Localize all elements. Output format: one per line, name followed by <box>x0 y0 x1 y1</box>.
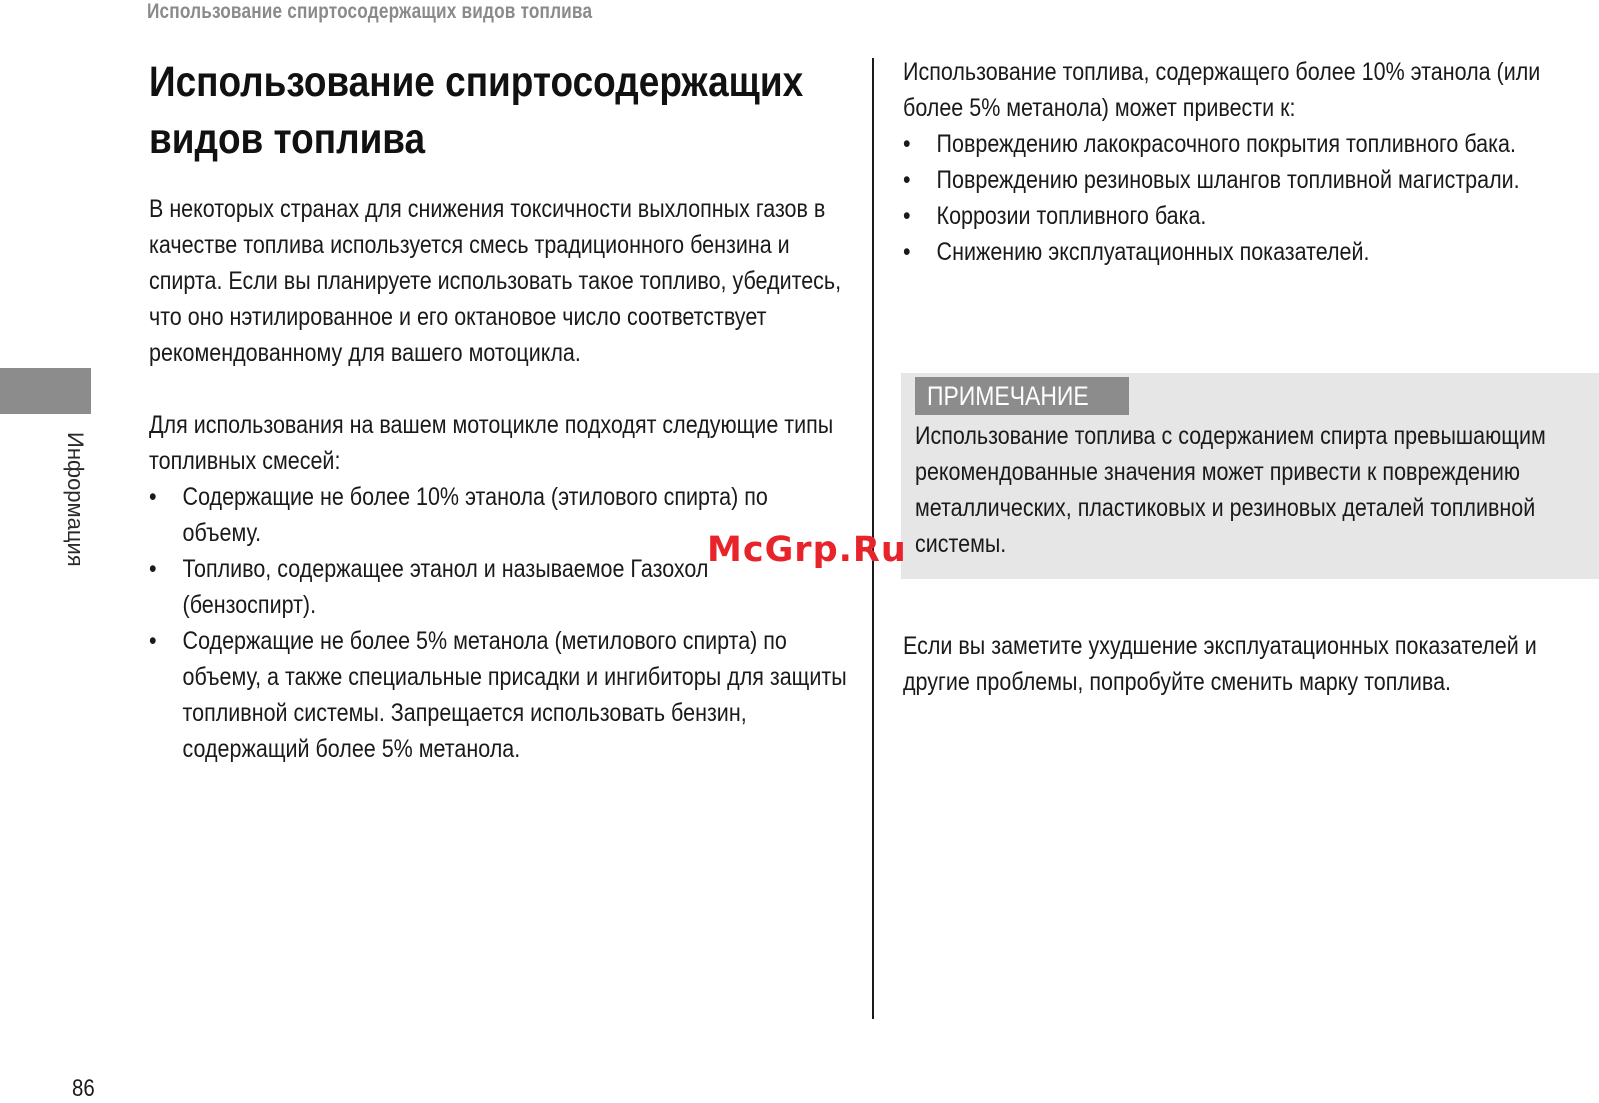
note-label-text: ПРИМЕЧАНИЕ <box>927 381 1089 411</box>
page-title-line2: видов топлива <box>149 115 426 163</box>
list-item <box>903 162 1581 198</box>
watermark-logo: McGrp.Ru <box>707 530 907 570</box>
note-text: Использование топлива с содержанием спирта превышающим рекомендованные значения может привести к повреждению металлических, пластиковых и резиновых деталей топливной системы. <box>915 422 1546 558</box>
bullet-icon: • <box>903 166 911 194</box>
left-column-content <box>149 54 847 767</box>
section-tab-label-text: Информация <box>63 432 88 567</box>
tip-paragraph: Если вы заметите ухудшение эксплуатационных показателей и другие проблемы, попробуйте сменить марку топлива. <box>903 632 1537 696</box>
risk-list <box>903 126 1581 270</box>
bullet-icon: • <box>149 483 157 511</box>
bullet-icon: • <box>903 238 911 266</box>
bullet-icon: • <box>149 627 157 655</box>
page-number: 86 <box>72 1075 95 1102</box>
list-item-text: Содержащие не более 5% метанола (метилового спирта) по объему, а также специальные присадки и ингибиторы для защиты топливной системы. Запрещается использовать бензин, содержащий более 5% метанола. <box>182 627 847 763</box>
page-title-line1: Использование спиртосодержащих <box>149 58 804 106</box>
list-item <box>903 126 1581 162</box>
left-column <box>149 54 849 767</box>
list-item-text: Повреждению лакокрасочного покрытия топливного бака. <box>936 130 1516 158</box>
list-item <box>149 623 847 767</box>
note-label <box>915 377 1129 415</box>
list-item-text: Топливо, содержащее этанол и называемое Газохол (бензоспирт). <box>182 555 709 619</box>
bullet-icon: • <box>149 555 157 583</box>
list-item-text: Коррозии топливного бака. <box>936 202 1207 230</box>
page-title <box>149 54 847 168</box>
risk-intro: Использование топлива, содержащего более 10% этанола (или более 5% метанола) может привести к: <box>903 58 1541 122</box>
section-tab-label <box>58 432 88 582</box>
list-item-text: Повреждению резиновых шлангов топливной магистрали. <box>936 166 1520 194</box>
bullet-icon: • <box>903 130 911 158</box>
section-tab-marker <box>0 368 91 414</box>
right-column <box>903 54 1583 270</box>
running-header: Использование спиртосодержащих видов топлива <box>147 0 593 23</box>
intro-paragraph: В некоторых странах для снижения токсичности выхлопных газов в качестве топлива используется смесь традиционного бензина и спирта. Если вы планируете использовать такое топливо, убедитесь, что оно нэтилированное и его октановое число соответствует рекомендованному для вашего мотоцикла. <box>149 195 842 367</box>
suitable-fuels-list <box>149 479 847 767</box>
list-item <box>903 198 1581 234</box>
note-box <box>901 373 1599 579</box>
right-column-content <box>903 54 1581 270</box>
bullet-icon: • <box>903 202 911 230</box>
list-item <box>903 234 1581 270</box>
list-item-text: Содержащие не более 10% этанола (этилового спирта) по объему. <box>182 483 768 547</box>
list-item-text: Снижению эксплуатационных показателей. <box>936 238 1370 266</box>
suitable-fuels-intro: Для использования на вашем мотоцикле подходят следующие типы топливных смесей: <box>149 411 834 475</box>
